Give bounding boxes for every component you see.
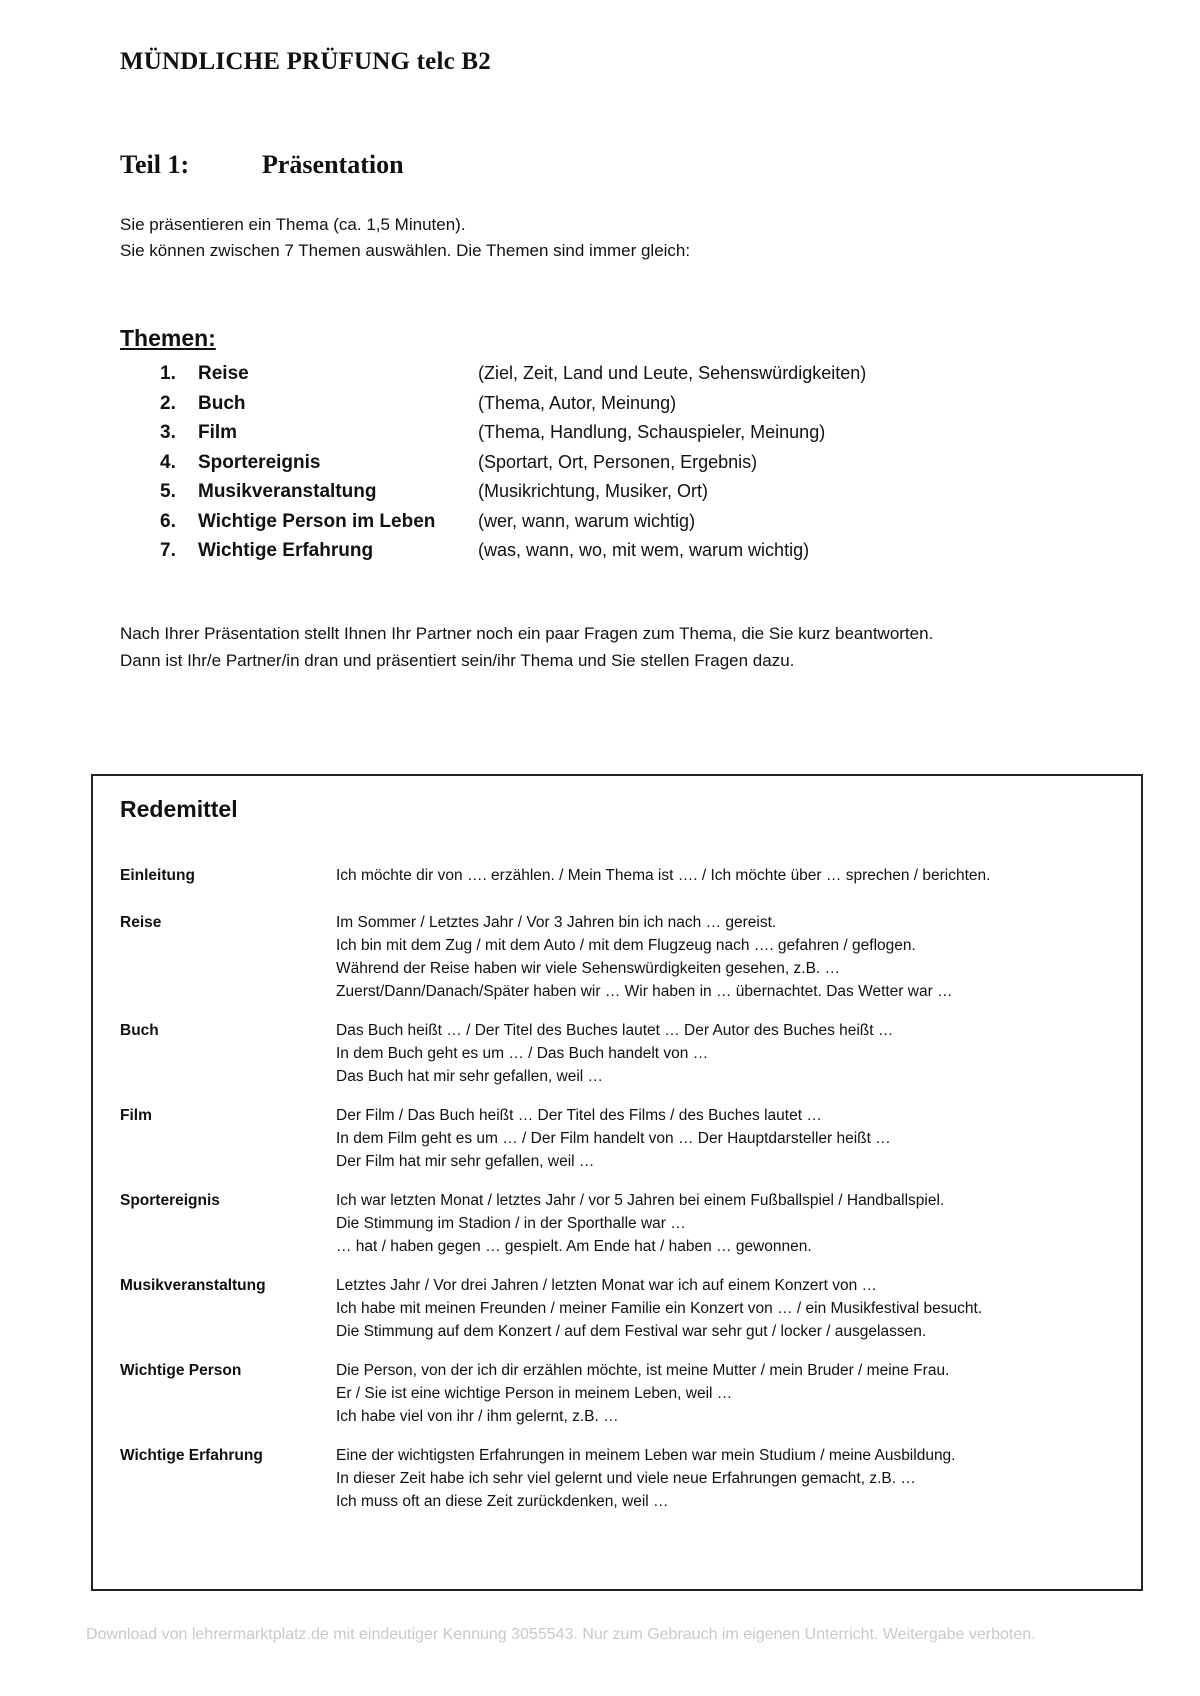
redemittel-row-label: Musikveranstaltung xyxy=(120,1277,266,1294)
download-notice: Download von lehrermarktplatz.de mit eindeutiger Kennung 3055543. Nur zum Gebrauch im eigenen Unterricht. Weitergabe verboten. xyxy=(86,1626,1036,1643)
theme-name: Buch xyxy=(198,392,246,414)
redemittel-phrase: In dieser Zeit habe ich sehr viel gelernt und viele neue Erfahrungen gemacht, z.B. … xyxy=(336,1470,916,1487)
redemittel-phrase: Letztes Jahr / Vor drei Jahren / letzten Monat war ich auf einem Konzert von … xyxy=(336,1277,878,1294)
theme-item xyxy=(160,448,866,478)
redemittel-phrase: … hat / haben gegen … gespielt. Am Ende hat / haben … gewonnen. xyxy=(336,1238,812,1255)
redemittel-phrase: Eine der wichtigsten Erfahrungen in meinem Leben war mein Studium / meine Ausbildung. xyxy=(336,1447,956,1464)
redemittel-row-label: Sportereignis xyxy=(120,1192,220,1209)
followup-line: Dann ist Ihr/e Partner/in dran und präsentiert sein/ihr Thema und Sie stellen Fragen dazu. xyxy=(120,651,795,670)
redemittel-phrases xyxy=(336,864,1120,887)
redemittel-phrase: Ich habe mit meinen Freunden / meiner Familie ein Konzert von … / ein Musikfestival besucht. xyxy=(336,1300,983,1317)
redemittel-phrases xyxy=(336,1359,1120,1428)
redemittel-phrase: Er / Sie ist eine wichtige Person in meinem Leben, weil … xyxy=(336,1385,733,1402)
theme-name: Sportereignis xyxy=(198,451,321,473)
redemittel-phrase: Das Buch hat mir sehr gefallen, weil … xyxy=(336,1068,604,1085)
part-heading xyxy=(120,150,404,180)
redemittel-phrase: Ich muss oft an diese Zeit zurückdenken, weil … xyxy=(336,1493,669,1510)
redemittel-phrase: Der Film hat mir sehr gefallen, weil … xyxy=(336,1153,595,1170)
redemittel-row-label: Buch xyxy=(120,1022,159,1039)
theme-name: Reise xyxy=(198,363,249,384)
redemittel-row xyxy=(120,1019,1120,1088)
theme-detail: (Sportart, Ort, Personen, Ergebnis) xyxy=(478,451,758,472)
theme-number: 3. xyxy=(160,422,176,443)
theme-name: Film xyxy=(198,422,238,443)
theme-item xyxy=(160,477,866,507)
theme-detail: (wer, wann, warum wichtig) xyxy=(478,510,696,531)
part-label: Teil 1: xyxy=(120,150,190,179)
redemittel-row xyxy=(120,911,1120,1003)
theme-detail: (Thema, Autor, Meinung) xyxy=(478,392,677,413)
theme-name: Musikveranstaltung xyxy=(198,481,377,502)
theme-item xyxy=(160,507,866,537)
redemittel-row-label: Film xyxy=(120,1107,152,1124)
redemittel-row xyxy=(120,1189,1120,1258)
redemittel-phrase: Die Stimmung im Stadion / in der Sporthalle war … xyxy=(336,1215,686,1232)
theme-number: 4. xyxy=(160,451,176,473)
theme-item xyxy=(160,389,866,419)
redemittel-row xyxy=(120,864,1120,887)
redemittel-title: Redemittel xyxy=(120,796,238,822)
redemittel-phrase: Während der Reise haben wir viele Sehenswürdigkeiten gesehen, z.B. … xyxy=(336,960,841,977)
theme-number: 5. xyxy=(160,481,176,502)
theme-item xyxy=(160,359,866,389)
redemittel-phrase: In dem Buch geht es um … / Das Buch handelt von … xyxy=(336,1045,709,1062)
redemittel-phrase: Ich war letzten Monat / letztes Jahr / vor 5 Jahren bei einem Fußballspiel / Handballspiel. xyxy=(336,1192,945,1209)
redemittel-phrases xyxy=(336,911,1120,1003)
intro-text xyxy=(120,212,690,264)
redemittel-phrases xyxy=(336,1274,1120,1343)
redemittel-row-label: Wichtige Erfahrung xyxy=(120,1447,263,1464)
intro-line: Sie präsentieren ein Thema (ca. 1,5 Minuten). xyxy=(120,215,466,234)
redemittel-row xyxy=(120,1359,1120,1428)
theme-name: Wichtige Erfahrung xyxy=(198,540,374,561)
redemittel-phrases xyxy=(336,1189,1120,1258)
redemittel-row-label: Wichtige Person xyxy=(120,1362,242,1379)
redemittel-phrases xyxy=(336,1019,1120,1088)
theme-detail: (was, wann, wo, mit wem, warum wichtig) xyxy=(478,540,810,560)
theme-name: Wichtige Person im Leben xyxy=(198,510,436,532)
redemittel-phrase: Im Sommer / Letztes Jahr / Vor 3 Jahren bin ich nach … gereist. xyxy=(336,914,777,931)
part-name: Präsentation xyxy=(262,150,404,179)
redemittel-phrase: Zuerst/Dann/Danach/Später haben wir … Wir haben in … übernachtet. Das Wetter war … xyxy=(336,983,953,1000)
followup-line: Nach Ihrer Präsentation stellt Ihnen Ihr Partner noch ein paar Fragen zum Thema, die Sie kurz beantworten. xyxy=(120,624,934,643)
theme-number: 7. xyxy=(160,540,176,561)
redemittel-phrase: Der Film / Das Buch heißt … Der Titel des Films / des Buches lautet … xyxy=(336,1107,822,1124)
redemittel-phrases xyxy=(336,1104,1120,1173)
theme-number: 6. xyxy=(160,510,176,532)
redemittel-phrase: Ich bin mit dem Zug / mit dem Auto / mit dem Flugzeug nach …. gefahren / geflogen. xyxy=(336,937,916,954)
themes-heading: Themen: xyxy=(120,325,216,351)
redemittel-phrase: In dem Film geht es um … / Der Film handelt von … Der Hauptdarsteller heißt … xyxy=(336,1130,891,1147)
redemittel-row xyxy=(120,1274,1120,1343)
redemittel-phrase: Die Person, von der ich dir erzählen möchte, ist meine Mutter / mein Bruder / meine Frau. xyxy=(336,1362,950,1379)
themes-list xyxy=(160,359,866,566)
theme-item xyxy=(160,418,866,448)
redemittel-phrase: Das Buch heißt … / Der Titel des Buches lautet … Der Autor des Buches heißt … xyxy=(336,1022,894,1039)
followup-text xyxy=(120,620,1000,674)
theme-number: 1. xyxy=(160,363,176,384)
theme-number: 2. xyxy=(160,392,176,414)
intro-line: Sie können zwischen 7 Themen auswählen. Die Themen sind immer gleich: xyxy=(120,241,691,260)
theme-detail: (Ziel, Zeit, Land und Leute, Sehenswürdigkeiten) xyxy=(478,363,867,383)
redemittel-row-label: Einleitung xyxy=(120,867,195,884)
redemittel-box xyxy=(91,774,1143,1591)
redemittel-row xyxy=(120,1444,1120,1513)
redemittel-phrase: Ich habe viel von ihr / ihm gelernt, z.B. … xyxy=(336,1408,619,1425)
redemittel-phrase: Ich möchte dir von …. erzählen. / Mein Thema ist …. / Ich möchte über … sprechen / berichten. xyxy=(336,867,991,884)
theme-item xyxy=(160,536,866,566)
redemittel-phrases xyxy=(336,1444,1120,1513)
theme-detail: (Thema, Handlung, Schauspieler, Meinung) xyxy=(478,422,826,442)
redemittel-phrase: Die Stimmung auf dem Konzert / auf dem Festival war sehr gut / locker / ausgelassen. xyxy=(336,1323,927,1340)
redemittel-rows xyxy=(120,848,1120,1513)
document-title: MÜNDLICHE PRÜFUNG telc B2 xyxy=(120,48,491,75)
theme-detail: (Musikrichtung, Musiker, Ort) xyxy=(478,481,709,501)
redemittel-row xyxy=(120,1104,1120,1173)
redemittel-row-label: Reise xyxy=(120,914,162,931)
